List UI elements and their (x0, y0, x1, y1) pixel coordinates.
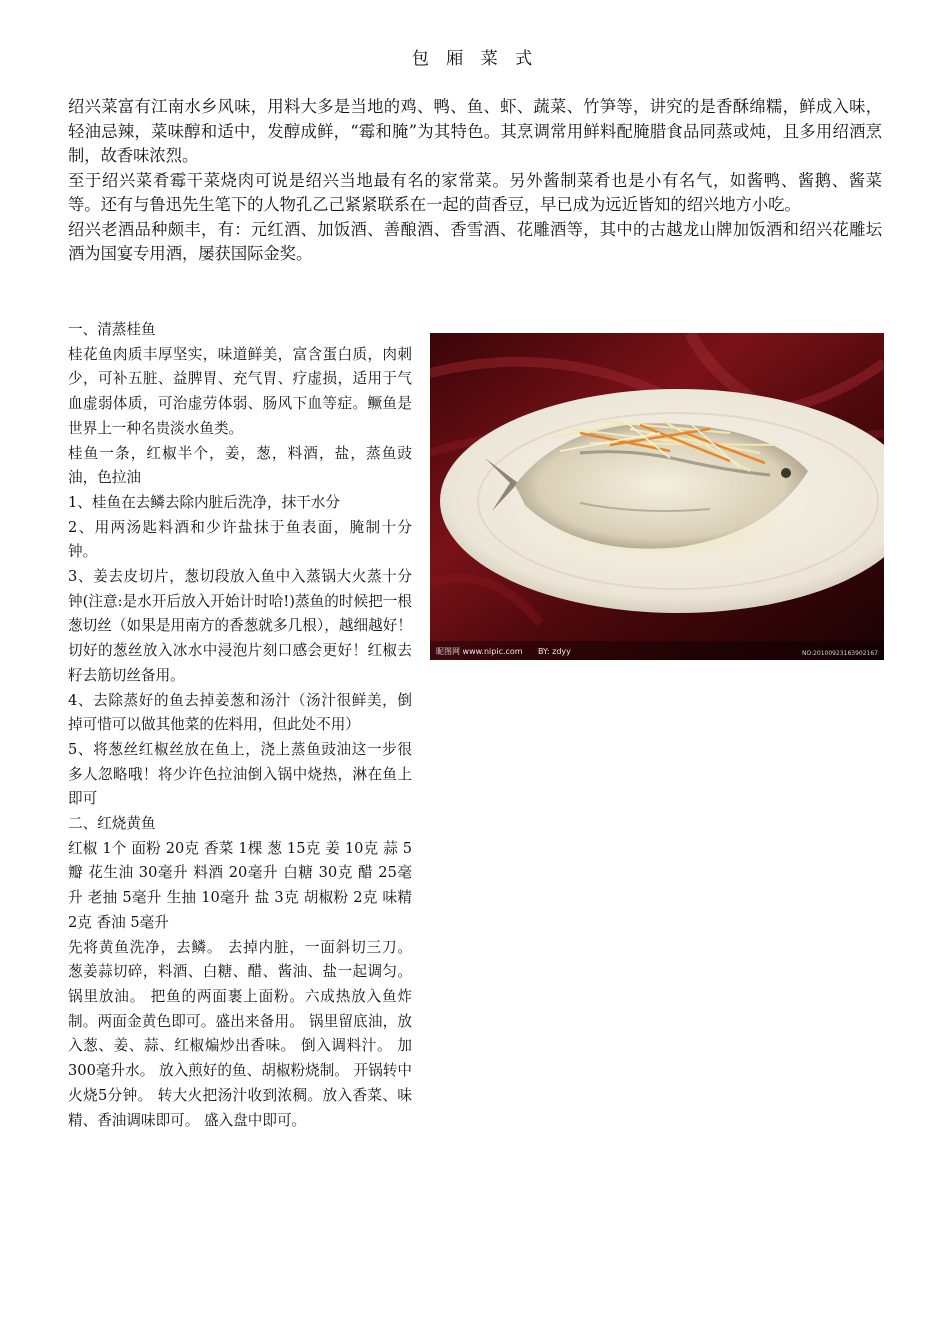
recipe-heading: 一、清蒸桂鱼 (68, 321, 156, 338)
recipe-step: 3、姜去皮切片，葱切段放入鱼中入蒸锅大火蒸十分钟(注意:是水开后放入开始计时哈!)蒸鱼的时候把一根葱切丝（如果是用南方的香葱就多几根），越细越好！切好的葱丝放入冰水中浸泡片刻口感会更好！红椒去籽去筋切丝备用。 (68, 568, 412, 684)
intro-section (68, 95, 882, 267)
recipe-step: 2、用两汤匙料酒和少许盐抹于鱼表面，腌制十分钟。 (68, 518, 412, 561)
recipe-heading: 二、红烧黄鱼 (68, 815, 156, 833)
recipe-column (68, 318, 412, 1133)
page-title: 包 厢 菜 式 (411, 49, 539, 69)
intro-paragraph: 至于绍兴菜肴霉干菜烧肉可说是绍兴当地最有名的家常菜。另外酱制菜肴也是小有名气，如酱鸭、酱鹅、酱菜等。还有与鲁迅先生笔下的人物孔乙己紧紧联系在一起的茴香豆，早已成为远近皆知的绍兴地方小吃。 (68, 170, 882, 214)
recipe-paragraph: 先将黄鱼洗净，去鳞。 去掉内脏，一面斜切三刀。 葱姜蒜切碎，料酒、白糖、醋、酱油、盐一起调匀。 锅里放油。 把鱼的两面裹上面粉。六成热放入鱼炸制。两面金黄色即可。盛出来备用。 锅里留底油，放入葱、姜、蒜、红椒煸炒出香味。 倒入调料汁。 加300毫升水。 放入煎好的鱼、胡椒粉烧制。 开锅转中火烧5分钟。 转大火把汤汁收到浓稠。放入香菜、味精、香油调味即可。 盛入盘中即可。 (68, 938, 412, 1129)
steamed-fish-photo (430, 333, 884, 660)
photo-watermark-id: NO:20100923163902167 (801, 650, 878, 657)
photo-watermark: 昵图网 www.nipic.com (436, 647, 523, 656)
recipe-ingredients: 红椒 1个 面粉 20克 香菜 1棵 葱 15克 姜 10克 蒜 5瓣 花生油 30毫升 料酒 20毫升 白糖 30克 醋 25毫升 老抽 5毫升 生抽 10毫升 盐 3克 胡椒粉 2克 味精 2克 香油 5毫升 (68, 839, 412, 931)
recipe-step: 5、将葱丝红椒丝放在鱼上，浇上蒸鱼豉油这一步很多人忽略哦！将少许色拉油倒入锅中烧热，淋在鱼上即可 (68, 740, 412, 808)
recipe-step: 4、去除蒸好的鱼去掉姜葱和汤汁（汤汁很鲜美，倒掉可惜可以做其他菜的佐料用，但此处不用） (68, 691, 412, 734)
photo-watermark-author: BY: zdyy (538, 647, 571, 656)
recipe-step: 1、桂鱼在去鳞去除内脏后洗净，抹干水分 (68, 493, 340, 511)
intro-paragraph: 绍兴老酒品种颇丰，有：元红酒、加饭酒、善酿酒、香雪酒、花雕酒等，其中的古越龙山牌加饭酒和绍兴花雕坛酒为国宴专用酒，屡获国际金奖。 (68, 219, 882, 263)
intro-paragraph: 绍兴菜富有江南水乡风味，用料大多是当地的鸡、鸭、鱼、虾、蔬菜、竹笋等，讲究的是香酥绵糯，鲜成入味，轻油忌辣，菜味醇和适中，发醇成鲜，“霉和腌”为其特色。其烹调常用鲜料配腌腊食品同蒸或炖，且多用绍酒烹制，故香味浓烈。 (68, 97, 882, 165)
recipe-ingredients: 桂鱼一条，红椒半个，姜，葱，料酒，盐，蒸鱼豉油，色拉油 (68, 444, 412, 487)
recipe-paragraph: 桂花鱼肉质丰厚坚实，味道鲜美，富含蛋白质，肉刺少，可补五脏、益脾胃、充气胃、疗虚损，适用于气血虚弱体质，可治虚劳体弱、肠风下血等症。鳜鱼是世界上一种名贵淡水鱼类。 (68, 345, 412, 437)
